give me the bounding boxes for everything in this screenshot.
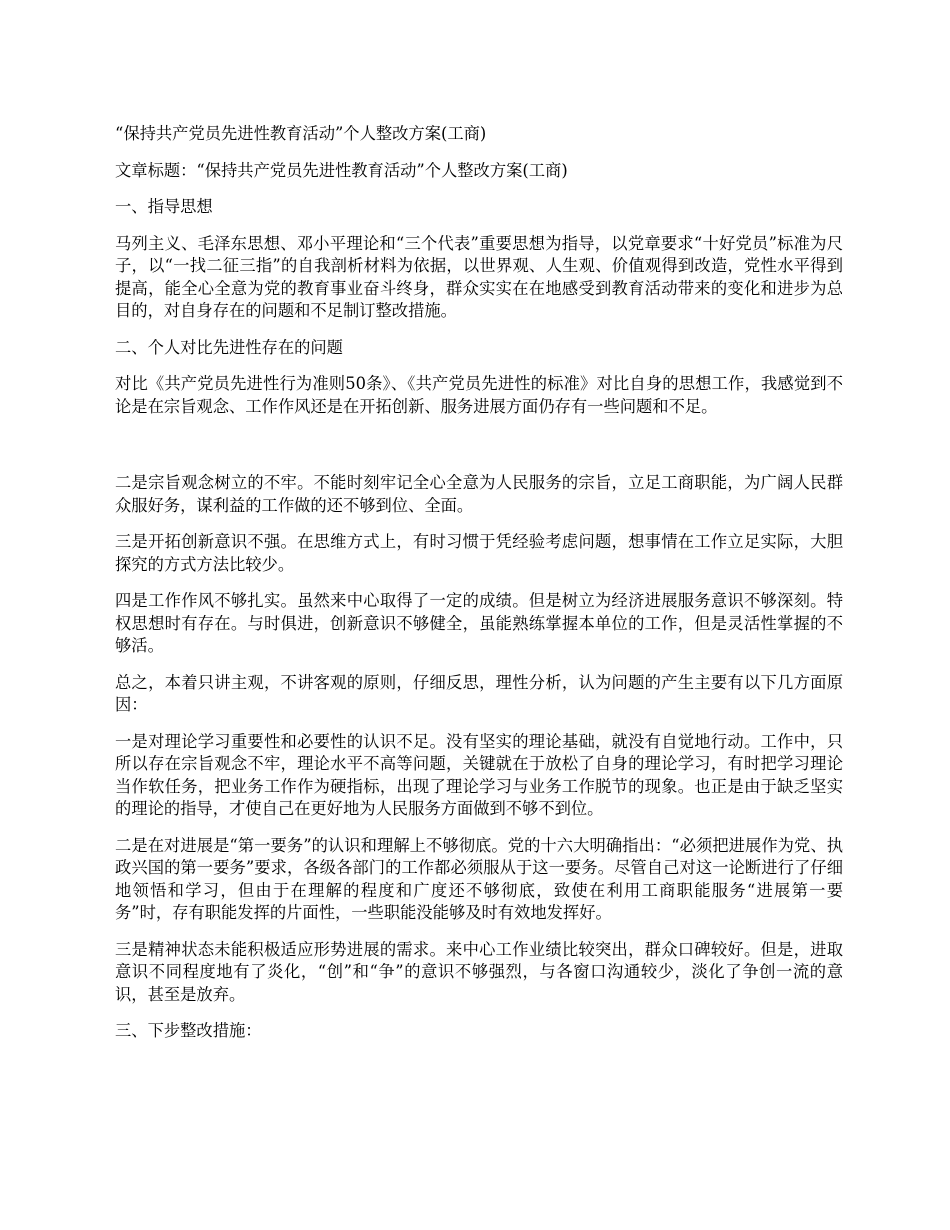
document-page [115,123,843,1057]
section-heading-measures: 三、下步整改措施： [115,1021,262,1040]
paragraph-cause-3: 三是精神状态未能积极适应形势进展的需求。来中心工作业绩比较突出，群众口碑较好。但是，进取意识不同程度地有了炎化，“创”和“争”的意识不够强烈，与各窗口沟通较少，淡化了争创一流的意识，甚至是放弃。 [115,939,843,1004]
paragraph-summary: 总之，本着只讲主观，不讲客观的原则，仔细反思，理性分析，认为问题的产生主要有以下几方面原因： [115,672,843,714]
article-title-line: 文章标题：“保持共产党员先进性教育活动”个人整改方案(工商) [115,160,568,180]
paragraph-cause-2: 二是在对进展是“第一要务”的认识和理解上不够彻底。党的十六大明确指出：“必须把进展作为党、执政兴国的第一要务”要求，各级各部门的工作都必须服从于这一要务。尽管自己对这一论断进行了仔细地领悟和学习，但由于在理解的程度和广度还不够彻底，致使在利用工商职能服务“进展第一要务”时，存有职能发挥的片面性，一些职能没能够及时有效地发挥好。 [115,835,843,922]
paragraph-cause-1: 一是对理论学习重要性和必要性的认识不足。没有坚实的理论基础，就没有自觉地行动。工作中，只所以存在宗旨观念不牢，理论水平不高等问题，关键就在于放松了自身的理论学习，有时把学习理论当作软任务，把业务工作作为硬指标，出现了理论学习与业务工作脱节的现象。也正是由于缺乏坚实的理论的指导，才使自己在更好地为人民服务方面做到不够不到位。 [115,731,843,818]
section-heading-problems: 二、个人对比先进性存在的问题 [115,337,343,357]
paragraph-problems-intro: 对比《共产党员先进性行为准则50条》、《共产党员先进性的标准》对比自身的思想工作，我感觉到不论是在宗旨观念、工作作风还是在开拓创新、服务进展方面仍存有一些问题和不足。 [115,374,843,416]
paragraph-problem-2: 二是宗旨观念树立的不牢。不能时刻牢记全心全意为人民服务的宗旨，立足工商职能，为广阔人民群众服好务，谋利益的工作做的还不够到位、全面。 [115,473,843,515]
paragraph-problem-4: 四是工作作风不够扎实。虽然来中心取得了一定的成绩。但是树立为经济进展服务意识不够深刻。特权思想时有存在。与时俱进，创新意识不够健全，虽能熟练掌握本单位的工作，但是灵活性掌握的不够活。 [115,591,843,655]
section-heading-guiding-ideology: 一、指导思想 [115,197,213,216]
blank-spacer [115,432,843,472]
document-title: “保持共产党员先进性教育活动”个人整改方案(工商) [115,124,487,143]
paragraph-guiding-ideology: 马列主义、毛泽东思想、邓小平理论和“三个代表”重要思想为指导，以党章要求“十好党员”标准为尺子，以“一找二征三指”的自我剖析材料为依据，以世界观、人生观、价值观得到改造，党性水平得到提高，能全心全意为党的教育事业奋斗终身，群众实实在在地感受到教育活动带来的变化和进步为总目的，对自身存在的问题和不足制订整改措施。 [115,233,843,320]
paragraph-problem-3: 三是开拓创新意识不强。在思维方式上，有时习惯于凭经验考虑问题，想事情在工作立足实际，大胆探究的方式方法比较少。 [115,532,843,574]
